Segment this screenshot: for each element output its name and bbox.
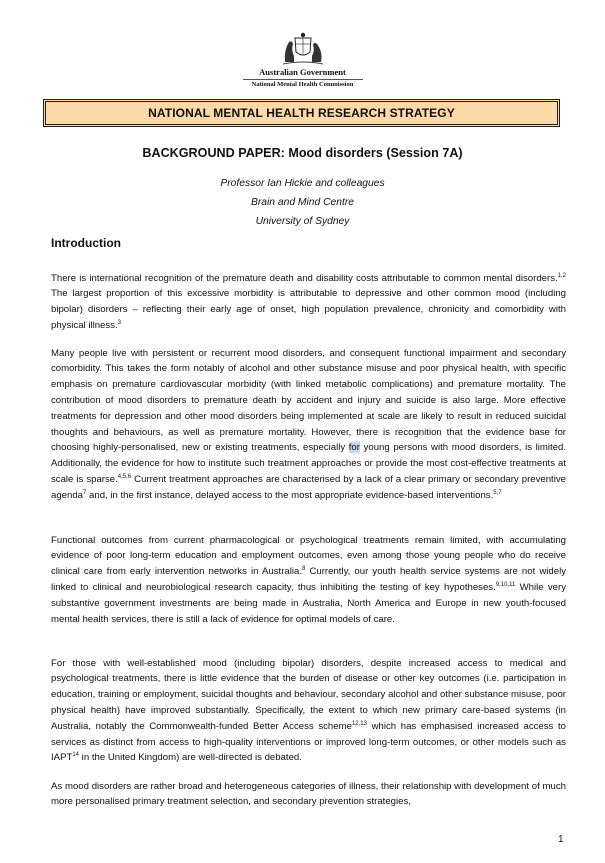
author-institution: University of Sydney — [255, 216, 350, 227]
org-subname: National Mental Health Commission — [251, 81, 354, 88]
citation-ref: 5,7 — [493, 489, 502, 496]
citation-ref: 12,13 — [351, 720, 367, 727]
citation-ref: 3 — [117, 319, 121, 326]
text-run: Currently, our youth health service systems are not widely linked to clinical and neurobiological research capacity, thus inhibiting the testing of key hypotheses. — [51, 566, 567, 593]
citation-ref: 1,2 — [557, 272, 566, 279]
paragraph-5 — [51, 779, 566, 823]
text-run: The largest proportion of this excessive morbidity is attributable to depressive and other common mood (including bipolar) disorders – reflecting their early age of onset, high population prevalence, chronicity and comorbidity with physical illness. — [51, 288, 566, 331]
citation-ref: 9,10,11 — [495, 581, 516, 588]
citation-ref: 14 — [72, 752, 80, 759]
text-run: young persons with mood disorders, is limited. Additionally, the evidence for how to institute such treatment approaches or provide the most cost-effective treatments at scale is sparse. — [51, 442, 566, 485]
commonwealth-coat-of-arms-icon — [279, 32, 327, 66]
text-run: in the United Kingdom) are well-directed is debated. — [79, 752, 302, 764]
author-affiliation: Brain and Mind Centre — [250, 197, 355, 208]
header-logo — [0, 32, 605, 88]
citation-ref: 4,5,6 — [117, 473, 132, 480]
paper-subtitle: BACKGROUND PAPER: Mood disorders (Session 7A) — [142, 146, 463, 160]
text-run: which has emphasised increased access to services as distinct from access to high-quality interventions or improved long-term outcomes, or other models such as IAPT — [51, 720, 566, 764]
citation-ref: 8 — [302, 566, 306, 572]
paragraph-1 — [51, 271, 566, 334]
author-line: Professor Ian Hickie and colleagues — [220, 178, 385, 189]
highlighted-word: for — [348, 442, 360, 454]
text-run: Many people live with persistent or recurrent mood disorders, and consequent functional impairment and secondary comorbidity. This takes the form notably of alcohol and other substance misuse and poor physical health, with specific emphasis on premature cardiovascular morbidity (with linked metabolic complications) and premature mortality. The contribution of mood disorders to premature death by accident and injury and suicide is also large. More effective treatments for depression and other mood disorders being implemented at scale are likely to result in reduced suicidal thoughts and behaviours, as well as premature mortality. However, there is recognition that the evidence base for choosing highly-personalised, new or existing treatments, especially — [51, 347, 566, 454]
section-heading: Introduction — [51, 236, 121, 250]
paragraph-3 — [51, 533, 566, 628]
title-banner — [43, 99, 560, 127]
text-run: Functional outcomes from current pharmacological or psychological treatments remain limited, with accumulating evidence of poor long-term education and employment outcomes, even among those young people who do receive clinical care from early intervention networks in Australia. — [51, 534, 566, 578]
banner-title: NATIONAL MENTAL HEALTH RESEARCH STRATEGY — [148, 106, 455, 120]
text-run: Current treatment approaches are characterised by a lack of a clear primary or secondary preventive agenda — [51, 473, 566, 501]
page-number: 1 — [558, 834, 564, 845]
text-run: As mood disorders are rather broad and heterogeneous categories of illness, their relationship with development of much more personalised primary treatment selection, and secondary prevention strategies, — [51, 780, 566, 808]
text-run: and, in the first instance, delayed access to the most appropriate evidence-based interventions. — [86, 489, 494, 501]
text-run: There is international recognition of the premature death and disability costs attributable to common mental disorders. — [51, 272, 558, 284]
paragraph-2 — [51, 346, 566, 504]
paragraph-4 — [51, 656, 566, 767]
header-divider — [243, 79, 363, 80]
org-name: Australian Government — [259, 67, 346, 77]
citation-ref: 7 — [83, 489, 87, 496]
text-run: For those with well-established mood (including bipolar) disorders, despite increased access to medical and psychological treatments, there is little evidence that the burden of disease or other key outcomes (i.e. participation in education, training or employment, suicidal thoughts and behaviour, secondary alcohol and other substance misuse, poor physical health) have improved substantially. Specifically, the extent to which new primary care-based systems (in Australia, notably the Commonwealth-funded Better Access scheme — [51, 657, 566, 732]
author-block — [0, 174, 605, 231]
text-run: While very substantive government investments are being made in Australia, North America and Europe in new youth-focused mental health services, there is still a lack of evidence for optimal models of care. — [51, 581, 566, 625]
